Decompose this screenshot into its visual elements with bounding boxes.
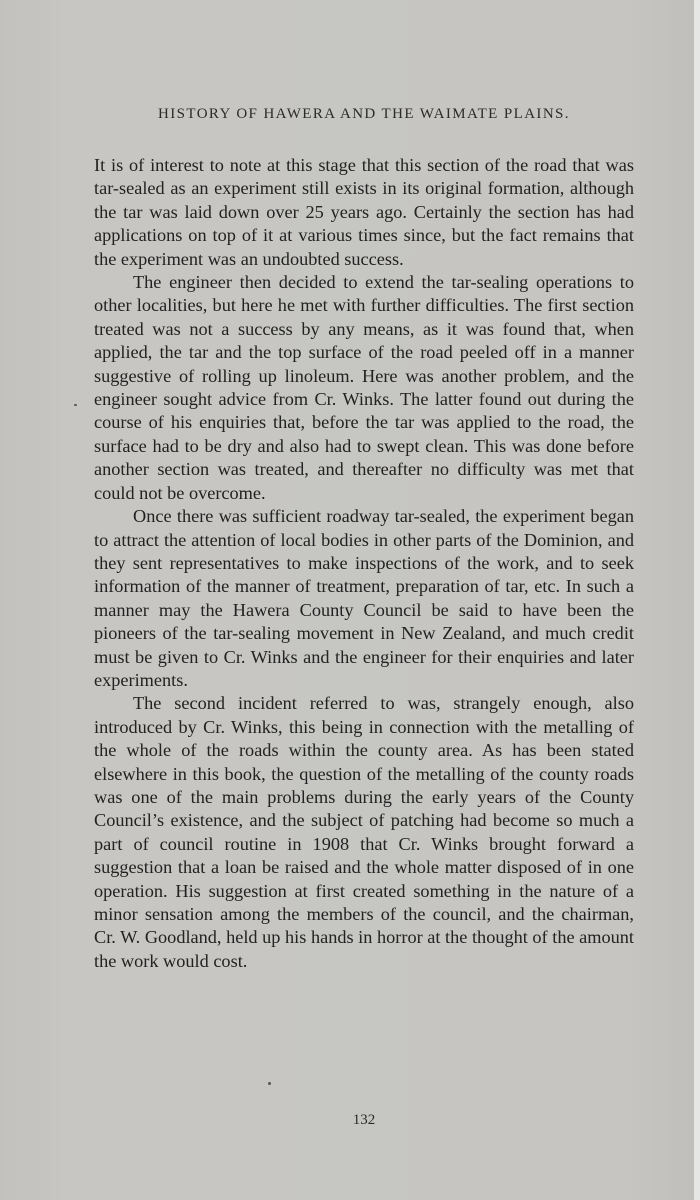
running-head: HISTORY OF HAWERA AND THE WAIMATE PLAINS. <box>158 106 570 122</box>
print-speck <box>268 1082 271 1085</box>
paragraph-2: The engineer then decided to extend the tar-sealing operations to other localities, but here he met with further difficulties. The first section treated was not a success by any means, as it was found that, when applied, the tar and the top surface of the road peeled off in a manner suggestive of rolling up linoleum. Here was another problem, and the engineer sought advice from Cr. Winks. The latter found out during the course of his enquiries that, before the tar was applied to the road, the surface had to be dry and also had to swept clean. This was done before another section was treated, and thereafter no difficulty was met that could not be overcome. <box>94 272 634 503</box>
print-speck <box>74 404 77 406</box>
paragraph-4: The second incident referred to was, strangely enough, also introduced by Cr. Winks, this being in connection with the metalling of the whole of the roads within the county area. As has been stated elsewhere in this book, the question of the metalling of the county roads was one of the main problems during the early years of the County Council’s existence, and the subject of patching had become so much a part of council routine in 1908 that Cr. Winks brought forward a suggestion that a loan be raised and the whole matter disposed of in one operation. His suggestion at first created something in the nature of a minor sensation among the members of the council, and the chairman, Cr. W. Goodland, held up his hands in horror at the thought of the amount the work would cost. <box>94 693 634 971</box>
page-edge <box>694 0 700 1200</box>
paragraph-3: Once there was sufficient roadway tar-sealed, the experiment began to attract the attention of local bodies in other parts of the Dominion, and they sent representatives to make inspections of the work, and to seek information of the manner of treatment, preparation of tar, etc. In such a manner may the Hawera County Council be said to have been the pioneers of the tar-sealing movement in New Zealand, and much credit must be given to Cr. Winks and the engineer for their enquiries and later experiments. <box>94 506 634 690</box>
body-text <box>94 154 634 973</box>
page-number: 132 <box>352 1112 376 1128</box>
paragraph-1: It is of interest to note at this stage that this section of the road that was tar-sealed as an experiment still exists in its original formation, although the tar was laid down over 25 years ago. Certainly the section has had applications on top of it at various times since, but the fact remains that the experiment was an undoubted success. <box>94 155 634 269</box>
